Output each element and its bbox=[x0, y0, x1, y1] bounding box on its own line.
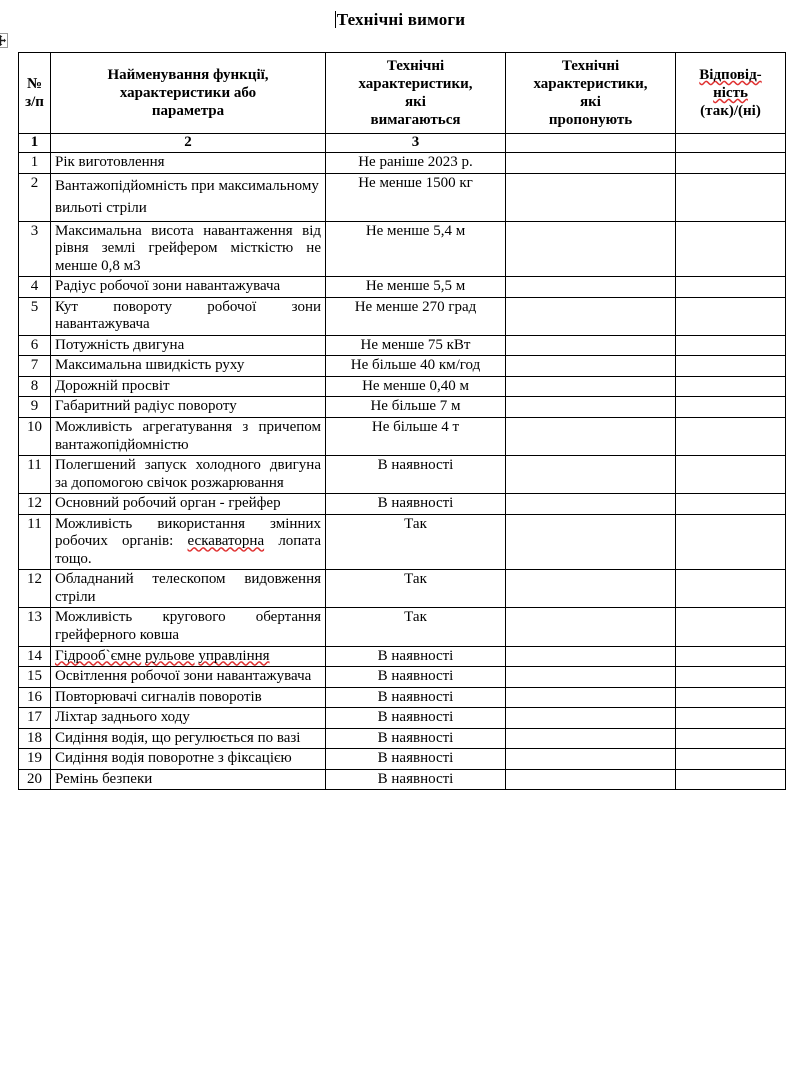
offered-value-cell[interactable] bbox=[506, 277, 676, 298]
header-number-line2: з/п bbox=[25, 94, 44, 110]
required-value-cell[interactable]: В наявності bbox=[326, 456, 506, 494]
required-value-cell[interactable]: В наявності bbox=[326, 687, 506, 708]
table-row bbox=[19, 749, 786, 770]
table-row bbox=[19, 297, 786, 335]
parameter-name-cell[interactable]: Дорожній просвіт bbox=[51, 376, 326, 397]
header-required-line2: характеристики, bbox=[358, 76, 473, 92]
required-value-cell[interactable]: В наявності bbox=[326, 728, 506, 749]
offered-value-cell[interactable] bbox=[506, 667, 676, 688]
conformity-value-cell[interactable] bbox=[676, 153, 786, 174]
table-row bbox=[19, 728, 786, 749]
required-value-cell[interactable]: В наявності bbox=[326, 494, 506, 515]
offered-value-cell[interactable] bbox=[506, 494, 676, 515]
conformity-value-cell[interactable] bbox=[676, 608, 786, 646]
table-row bbox=[19, 456, 786, 494]
parameter-name-cell[interactable]: Сидіння водія, що регулюється по вазі bbox=[51, 728, 326, 749]
row-number-cell: 8 bbox=[19, 376, 51, 397]
header-offered-line2: характеристики, bbox=[533, 76, 648, 92]
table-row bbox=[19, 397, 786, 418]
required-value-cell[interactable]: В наявності bbox=[326, 646, 506, 667]
offered-value-cell[interactable] bbox=[506, 153, 676, 174]
header-offered-line1: Технічні bbox=[561, 58, 620, 74]
table-row bbox=[19, 153, 786, 174]
required-value-cell[interactable]: Так bbox=[326, 608, 506, 646]
row-number-cell: 19 bbox=[19, 749, 51, 770]
offered-value-cell[interactable] bbox=[506, 297, 676, 335]
row-number-cell: 1 bbox=[19, 153, 51, 174]
row-number-cell: 4 bbox=[19, 277, 51, 298]
header-required-line4: вимагаються bbox=[370, 112, 461, 128]
table-row bbox=[19, 608, 786, 646]
header-name-line2: характеристики або bbox=[119, 85, 257, 101]
table-row bbox=[19, 769, 786, 790]
parameter-name-cell[interactable]: Сидіння водія поворотне з фіксацією bbox=[51, 749, 326, 770]
offered-value-cell[interactable] bbox=[506, 608, 676, 646]
offered-value-cell[interactable] bbox=[506, 769, 676, 790]
conformity-value-cell[interactable] bbox=[676, 356, 786, 377]
header-cell-conformity bbox=[676, 53, 786, 134]
required-value-cell[interactable]: Так bbox=[326, 514, 506, 570]
row-number-cell: 12 bbox=[19, 570, 51, 608]
row-number-cell: 5 bbox=[19, 297, 51, 335]
conformity-value-cell[interactable] bbox=[676, 418, 786, 456]
parameter-name-cell[interactable]: Повторювачі сигналів поворотів bbox=[51, 687, 326, 708]
row-number-cell: 6 bbox=[19, 335, 51, 356]
table-header-row bbox=[19, 53, 786, 134]
row-number-cell: 10 bbox=[19, 418, 51, 456]
required-value-cell[interactable]: В наявності bbox=[326, 769, 506, 790]
required-value-cell[interactable]: В наявності bbox=[326, 749, 506, 770]
offered-value-cell[interactable] bbox=[506, 418, 676, 456]
offered-value-cell[interactable] bbox=[506, 173, 676, 221]
row-number-cell: 2 bbox=[19, 173, 51, 221]
table-body bbox=[19, 134, 786, 790]
table-row bbox=[19, 356, 786, 377]
header-required-line1: Технічні bbox=[386, 58, 445, 74]
header-required-line3: які bbox=[405, 94, 426, 110]
parameter-name-cell[interactable]: Ремінь безпеки bbox=[51, 769, 326, 790]
row-number-cell: 15 bbox=[19, 667, 51, 688]
offered-value-cell[interactable] bbox=[506, 687, 676, 708]
conformity-value-cell[interactable] bbox=[676, 708, 786, 729]
header-number-line1: № bbox=[26, 76, 43, 92]
column-number-cell-offered bbox=[506, 134, 676, 153]
conformity-value-cell[interactable] bbox=[676, 456, 786, 494]
row-number-cell: 3 bbox=[19, 221, 51, 277]
table-row bbox=[19, 667, 786, 688]
column-number-cell-required: 3 bbox=[326, 134, 506, 153]
required-value-cell[interactable]: Не менше 0,40 м bbox=[326, 376, 506, 397]
header-cell-offered bbox=[506, 53, 676, 134]
conformity-value-cell[interactable] bbox=[676, 376, 786, 397]
conformity-value-cell[interactable] bbox=[676, 277, 786, 298]
table-row bbox=[19, 221, 786, 277]
offered-value-cell[interactable] bbox=[506, 708, 676, 729]
conformity-value-cell[interactable] bbox=[676, 687, 786, 708]
parameter-name-cell[interactable]: Основний робочий орган - грейфер bbox=[51, 494, 326, 515]
conformity-value-cell[interactable] bbox=[676, 728, 786, 749]
offered-value-cell[interactable] bbox=[506, 221, 676, 277]
conformity-value-cell[interactable] bbox=[676, 570, 786, 608]
row-number-cell: 12 bbox=[19, 494, 51, 515]
offered-value-cell[interactable] bbox=[506, 397, 676, 418]
header-offered-line4: пропонують bbox=[548, 112, 633, 128]
row-number-cell: 16 bbox=[19, 687, 51, 708]
parameter-name-cell[interactable]: Обладнаний телескопом видовження стріли bbox=[51, 570, 326, 608]
required-value-cell[interactable]: Не менше 75 кВт bbox=[326, 335, 506, 356]
offered-value-cell[interactable] bbox=[506, 376, 676, 397]
misspelled-word: управління bbox=[198, 647, 270, 664]
table-row bbox=[19, 687, 786, 708]
header-conformity-line3: (так)/(ні) bbox=[700, 103, 761, 119]
technical-requirements-table bbox=[18, 52, 786, 790]
row-number-cell: 14 bbox=[19, 646, 51, 667]
column-number-cell-name: 2 bbox=[51, 134, 326, 153]
required-value-cell[interactable]: Не менше 5,5 м bbox=[326, 277, 506, 298]
offered-value-cell[interactable] bbox=[506, 570, 676, 608]
offered-value-cell[interactable] bbox=[506, 646, 676, 667]
parameter-name-cell[interactable]: Радіус робочої зони навантажувача bbox=[51, 277, 326, 298]
page-title bbox=[0, 10, 800, 30]
row-number-cell: 11 bbox=[19, 514, 51, 570]
table-row bbox=[19, 277, 786, 298]
conformity-value-cell[interactable] bbox=[676, 335, 786, 356]
header-name-line3: параметра bbox=[151, 103, 225, 119]
required-value-cell[interactable]: Не раніше 2023 р. bbox=[326, 153, 506, 174]
parameter-name-cell[interactable]: Кут повороту робочої зони навантажувача bbox=[51, 297, 326, 335]
header-conformity-line1: Відповід- bbox=[699, 67, 762, 83]
column-number-cell-number: 1 bbox=[19, 134, 51, 153]
row-number-cell: 9 bbox=[19, 397, 51, 418]
conformity-value-cell[interactable] bbox=[676, 514, 786, 570]
required-value-cell[interactable]: Так bbox=[326, 570, 506, 608]
required-value-cell[interactable]: Не менше 270 град bbox=[326, 297, 506, 335]
parameter-name-cell[interactable]: Габаритний радіус повороту bbox=[51, 397, 326, 418]
parameter-name-cell[interactable]: Можливість використання змінних робочих органів: ескаваторна лопата тощо. bbox=[51, 514, 326, 570]
column-number-cell-conformity bbox=[676, 134, 786, 153]
offered-value-cell[interactable] bbox=[506, 335, 676, 356]
parameter-name-cell[interactable]: Потужність двигуна bbox=[51, 335, 326, 356]
header-cell-required bbox=[326, 53, 506, 134]
row-number-cell: 7 bbox=[19, 356, 51, 377]
column-number-row bbox=[19, 134, 786, 153]
parameter-name-cell[interactable]: Можливість агрегатування з причепом вантажопідйомністю bbox=[51, 418, 326, 456]
parameter-name-cell[interactable]: Вантажопідйомність при максимальному вильоті стріли bbox=[51, 173, 326, 221]
required-value-cell[interactable]: Не більше 4 т bbox=[326, 418, 506, 456]
parameter-name-cell[interactable]: Можливість кругового обертання грейферного ковша bbox=[51, 608, 326, 646]
offered-value-cell[interactable] bbox=[506, 356, 676, 377]
conformity-value-cell[interactable] bbox=[676, 667, 786, 688]
parameter-name-cell[interactable]: Освітлення робочої зони навантажувача bbox=[51, 667, 326, 688]
conformity-value-cell[interactable] bbox=[676, 646, 786, 667]
parameter-name-cell[interactable]: Рік виготовлення bbox=[51, 153, 326, 174]
misspelled-word: ескаваторна bbox=[187, 533, 265, 550]
table-row bbox=[19, 494, 786, 515]
table-row bbox=[19, 173, 786, 221]
table-row bbox=[19, 418, 786, 456]
page-title-text: Технічні вимоги bbox=[336, 10, 466, 29]
header-cell-name bbox=[51, 53, 326, 134]
table-row bbox=[19, 708, 786, 729]
table-move-handle[interactable] bbox=[0, 33, 8, 48]
row-number-cell: 13 bbox=[19, 608, 51, 646]
header-cell-number bbox=[19, 53, 51, 134]
conformity-value-cell[interactable] bbox=[676, 397, 786, 418]
row-number-cell: 18 bbox=[19, 728, 51, 749]
conformity-value-cell[interactable] bbox=[676, 749, 786, 770]
required-value-cell[interactable]: Не більше 7 м bbox=[326, 397, 506, 418]
text-cursor bbox=[335, 11, 336, 28]
conformity-value-cell[interactable] bbox=[676, 173, 786, 221]
offered-value-cell[interactable] bbox=[506, 749, 676, 770]
header-name-line1: Найменування функції, bbox=[107, 67, 269, 83]
conformity-value-cell[interactable] bbox=[676, 769, 786, 790]
required-value-cell[interactable]: Не більше 40 км/год bbox=[326, 356, 506, 377]
table-row bbox=[19, 376, 786, 397]
row-number-cell: 11 bbox=[19, 456, 51, 494]
row-number-cell: 20 bbox=[19, 769, 51, 790]
parameter-name-cell[interactable]: Максимальна швидкість руху bbox=[51, 356, 326, 377]
header-offered-line3: які bbox=[580, 94, 601, 110]
parameter-name-cell[interactable]: Полегшений запуск холодного двигуна за допомогою свічок розжарювання bbox=[51, 456, 326, 494]
required-value-cell[interactable]: Не менше 5,4 м bbox=[326, 221, 506, 277]
required-value-cell[interactable]: В наявності bbox=[326, 708, 506, 729]
misspelled-word: Гідрооб`ємне bbox=[55, 647, 142, 664]
move-arrows-icon bbox=[0, 34, 7, 47]
parameter-name-cell[interactable]: Максимальна висота навантаження від рівня землі грейфером місткістю не менше 0,8 м3 bbox=[51, 221, 326, 277]
parameter-name-cell[interactable]: Ліхтар заднього ходу bbox=[51, 708, 326, 729]
row-number-cell: 17 bbox=[19, 708, 51, 729]
parameter-name-cell[interactable] bbox=[51, 646, 326, 667]
offered-value-cell[interactable] bbox=[506, 456, 676, 494]
offered-value-cell[interactable] bbox=[506, 514, 676, 570]
misspelled-word: рульове bbox=[144, 647, 195, 664]
conformity-value-cell[interactable] bbox=[676, 221, 786, 277]
conformity-value-cell[interactable] bbox=[676, 297, 786, 335]
offered-value-cell[interactable] bbox=[506, 728, 676, 749]
table-row bbox=[19, 514, 786, 570]
table-row bbox=[19, 335, 786, 356]
table-row bbox=[19, 646, 786, 667]
table-row bbox=[19, 570, 786, 608]
header-conformity-line2: ність bbox=[713, 85, 748, 101]
required-value-cell[interactable]: Не менше 1500 кг bbox=[326, 173, 506, 221]
conformity-value-cell[interactable] bbox=[676, 494, 786, 515]
required-value-cell[interactable]: В наявності bbox=[326, 667, 506, 688]
